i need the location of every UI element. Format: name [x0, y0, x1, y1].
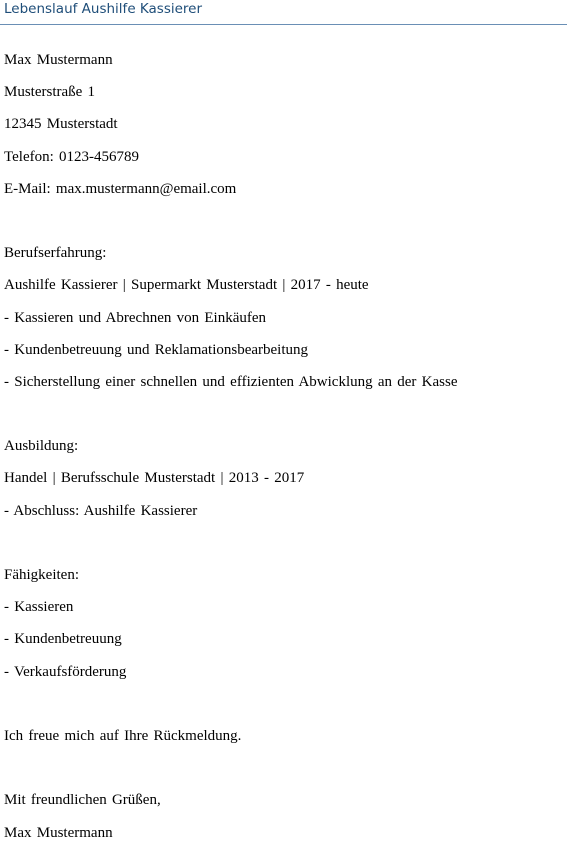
contact-phone: Telefon: 0123-456789 [4, 148, 140, 165]
education-bullet: - Abschluss: Aushilfe Kassierer [4, 502, 198, 519]
skills-heading: Fähigkeiten: [4, 567, 79, 583]
education-entry: Handel | Berufsschule Musterstadt | 2013 - 2017 [4, 470, 305, 487]
experience-heading: Berufserfahrung: [4, 245, 107, 262]
skills-bullet: - Kundenbetreuung [4, 631, 122, 648]
experience-position: Aushilfe Kassierer | Supermarkt Musterstadt | 2017 - heute [4, 277, 369, 294]
skills-bullet: - Verkaufsförderung [4, 663, 127, 680]
spacer [4, 211, 564, 243]
contact-street: Musterstraße 1 [4, 84, 96, 101]
experience-bullet: - Sicherstellung einer schnellen und effizienten Abwicklung an der Kasse [4, 373, 458, 390]
spacer [4, 404, 564, 436]
document-title: Lebenslauf Aushilfe Kassierer [4, 1, 203, 17]
spacer [4, 758, 564, 790]
education-heading: Ausbildung: [4, 438, 79, 455]
document-body [4, 50, 564, 855]
closing-signature: Max Mustermann [4, 824, 113, 841]
experience-section [4, 243, 564, 404]
experience-bullet: - Kundenbetreuung und Reklamationsbearbeitung [4, 341, 309, 358]
experience-bullet: - Kassieren und Abrechnen von Einkäufen [4, 309, 267, 326]
skills-section [4, 565, 564, 694]
closing-section [4, 726, 564, 855]
contact-section [4, 50, 564, 211]
spacer [4, 533, 564, 565]
contact-email: E-Mail: max.mustermann@email.com [4, 180, 237, 197]
spacer [4, 694, 564, 726]
contact-city: 12345 Musterstadt [4, 116, 118, 133]
closing-statement: Ich freue mich auf Ihre Rückmeldung. [4, 727, 242, 744]
closing-greeting: Mit freundlichen Grüßen, [4, 792, 161, 809]
education-section [4, 436, 564, 533]
contact-name: Max Mustermann [4, 52, 113, 68]
document-header [0, 0, 567, 25]
skills-bullet: - Kassieren [4, 599, 74, 616]
